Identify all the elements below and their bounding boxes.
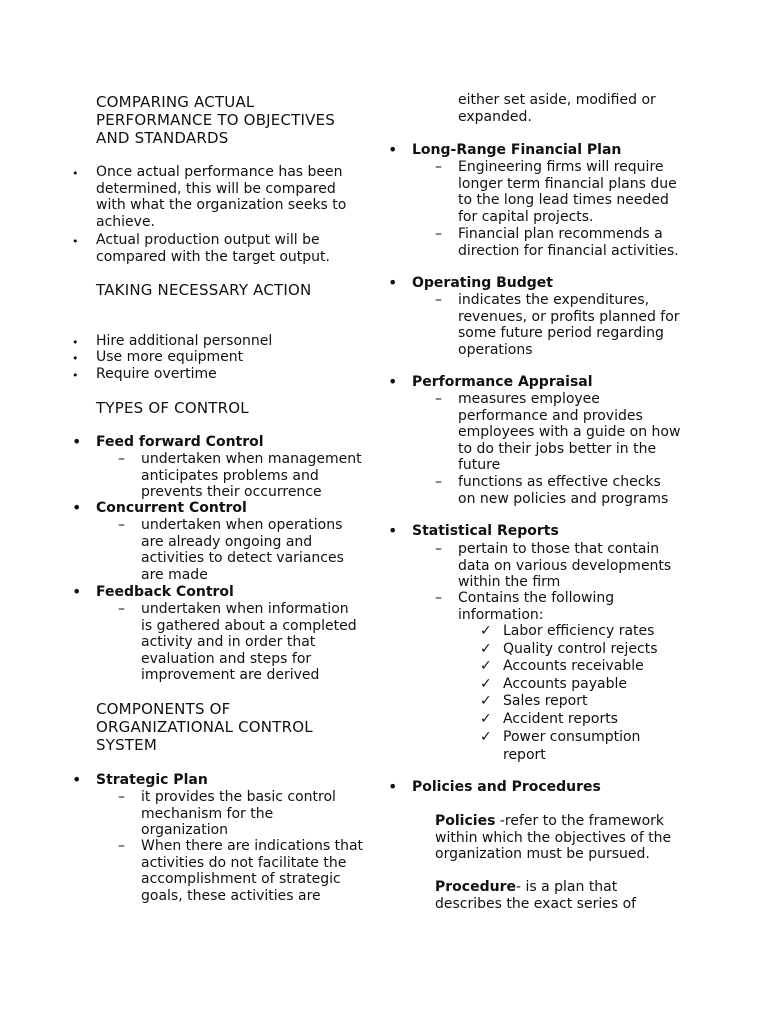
check-icon: ✓ bbox=[480, 658, 492, 674]
dash-icon: – bbox=[435, 590, 442, 606]
section-heading-action: TAKING NECESSARY ACTION bbox=[96, 281, 312, 299]
list-item: Require overtime bbox=[96, 366, 217, 382]
continued-text: either set aside, modified or expanded. bbox=[458, 92, 656, 125]
dash-icon: – bbox=[118, 517, 125, 533]
checklist-item: Accident reports bbox=[503, 711, 618, 727]
control-title-feedback: Feedback Control bbox=[96, 584, 234, 600]
list-item: Contains the following information: bbox=[458, 590, 615, 623]
dash-icon: – bbox=[118, 601, 125, 617]
bullet-icon: • bbox=[388, 521, 398, 540]
checklist-item: Accounts receivable bbox=[503, 658, 644, 674]
list-item: pertain to those that contain data on various developments within the firm bbox=[458, 541, 672, 590]
checklist-item: Accounts payable bbox=[503, 676, 627, 692]
section-heading-types: TYPES OF CONTROL bbox=[96, 399, 249, 417]
section-heading-comparing: COMPARING ACTUAL PERFORMANCE TO OBJECTIVES AND STANDARDS bbox=[96, 93, 336, 147]
list-item: undertaken when management anticipates problems and prevents their occurrence bbox=[141, 451, 362, 500]
operating-budget-title: Operating Budget bbox=[412, 275, 553, 291]
list-item: measures employee performance and provides employees with a guide on how to do their jobs better in the future bbox=[458, 391, 681, 473]
list-item: it provides the basic control mechanism for the organization bbox=[141, 789, 336, 838]
bullet-icon: • bbox=[72, 582, 82, 601]
control-title-feedforward: Feed forward Control bbox=[96, 434, 264, 450]
policies-paragraph: Policies -refer to the framework within which the objectives of the organization must be pursued. bbox=[435, 813, 672, 862]
checklist-item: Power consumption report bbox=[503, 729, 641, 763]
bullet-icon: • bbox=[72, 352, 79, 365]
dash-icon: – bbox=[435, 391, 442, 407]
dash-icon: – bbox=[435, 159, 442, 175]
check-icon: ✓ bbox=[480, 693, 492, 709]
list-item: undertaken when operations are already ongoing and activities to detect variances are made bbox=[141, 517, 344, 583]
dash-icon: – bbox=[435, 474, 442, 490]
dash-icon: – bbox=[118, 451, 125, 467]
bullet-icon: • bbox=[72, 369, 79, 382]
list-item: When there are indications that activities do not facilitate the accomplishment of strategic goals, these activities are bbox=[141, 838, 364, 904]
checklist-item: Labor efficiency rates bbox=[503, 623, 655, 639]
policies-procedures-title: Policies and Procedures bbox=[412, 779, 601, 795]
dash-icon: – bbox=[118, 789, 125, 805]
checklist-item: Quality control rejects bbox=[503, 641, 658, 657]
bullet-icon: • bbox=[388, 372, 398, 391]
procedure-paragraph: Procedure- is a plan that describes the exact series of bbox=[435, 879, 637, 912]
check-icon: ✓ bbox=[480, 641, 492, 657]
dash-icon: – bbox=[435, 541, 442, 557]
check-icon: ✓ bbox=[480, 729, 492, 745]
checklist-item: Sales report bbox=[503, 693, 588, 709]
list-item: Financial plan recommends a direction for financial activities. bbox=[458, 226, 679, 259]
long-range-plan-title: Long-Range Financial Plan bbox=[412, 142, 622, 158]
bullet-icon: • bbox=[72, 498, 82, 517]
check-icon: ✓ bbox=[480, 623, 492, 639]
list-item: Hire additional personnel bbox=[96, 333, 273, 349]
bullet-icon: • bbox=[72, 167, 79, 180]
strategic-plan-title: Strategic Plan bbox=[96, 772, 208, 788]
bullet-icon: • bbox=[72, 770, 82, 789]
dash-icon: – bbox=[435, 226, 442, 242]
performance-appraisal-title: Performance Appraisal bbox=[412, 374, 593, 390]
dash-icon: – bbox=[435, 292, 442, 308]
list-item: indicates the expenditures, revenues, or profits planned for some future period regarding operations bbox=[458, 292, 680, 358]
list-item: functions as effective checks on new policies and programs bbox=[458, 474, 669, 507]
list-item: Engineering firms will require longer term financial plans due to the long lead times needed for capital projects. bbox=[458, 159, 677, 225]
check-icon: ✓ bbox=[480, 676, 492, 692]
bullet-icon: • bbox=[72, 235, 79, 248]
dash-icon: – bbox=[118, 838, 125, 854]
statistical-reports-title: Statistical Reports bbox=[412, 523, 559, 539]
list-item: undertaken when information is gathered about a completed activity and in order that evaluation and steps for improvement are derived bbox=[141, 601, 357, 683]
section-heading-components: COMPONENTS OF ORGANIZATIONAL CONTROL SYSTEM bbox=[96, 700, 313, 754]
list-item: Use more equipment bbox=[96, 349, 244, 365]
control-title-concurrent: Concurrent Control bbox=[96, 500, 247, 516]
check-icon: ✓ bbox=[480, 711, 492, 727]
bullet-icon: • bbox=[388, 777, 398, 796]
bullet-icon: • bbox=[72, 336, 79, 349]
bullet-icon: • bbox=[388, 140, 398, 159]
bullet-icon: • bbox=[388, 273, 398, 292]
bullet-icon: • bbox=[72, 432, 82, 451]
